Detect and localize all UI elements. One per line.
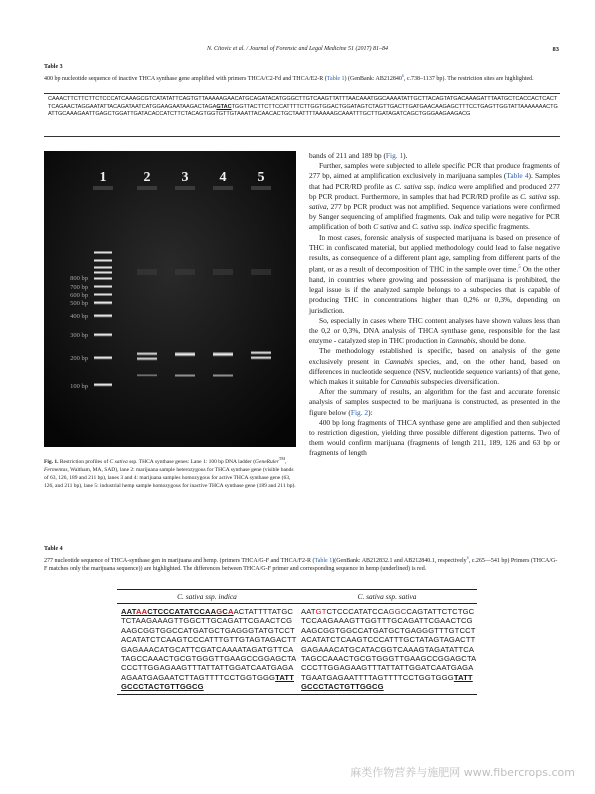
restriction-site: GTAC [216, 103, 232, 110]
table4-sequences [117, 589, 477, 695]
ref-6-link[interactable]: 6 [401, 72, 404, 78]
table3-sequence: CAAACTTCTTCTTCTCCCATCAAAGCGTCATATATTCAGTGTTAAAAAGAACATGCAGATACATGGGCTTGTCAAGTTATTTAACAAATGGCAAAATATTGCTTACAGTATGACAAAGATTTAATGCTCACCACTCACTTCAGAACTAGGAATATTACAGATAATCATGGAAGAATAAGACTAGAGTACTGGTTACTTCTTCCATTTTCTTGGTGGACTGGATAGTCTAGTTGACTTGATGAACAAGAGCTTTCCTGAGTTGGTATTAAAAAAACTGATTGCAAAGAATTGAGCTGGATTGATACACCATCTTCTACAGTGGTGTTGTAAATTACAACACTGCTAATTTTAAAAAGCAAATTTGCTTGATAGATCAGCTGGGAAGAAGACG [48, 96, 558, 118]
ref-6-link-2[interactable]: 6 [466, 554, 469, 560]
column-header-sativa: C. sativa ssp. sativa [297, 590, 477, 604]
paragraph-0: bands of 211 and 189 bp (Fig. 1). [309, 151, 408, 160]
lane-label-4: 4 [219, 170, 227, 185]
paragraph-3: So, especially in cases where THC content analyses have shown values less than the 0,2 or 0,3%, DNA analysis of THCA synthase gene, responsible for the last enzyme - catalyzed step in THC production in Cannabis, should be done. [309, 315, 560, 346]
ladder-label-700: 700 bp [70, 284, 88, 291]
lane-label-1: 1 [99, 170, 107, 185]
table3-bottom-rule [44, 136, 560, 137]
table1-link[interactable]: Table 1 [326, 75, 345, 82]
figure1-caption: Fig. 1. Restriction profiles of C sativa ssp. THCA synthase genes: Lane 1: 100 bp DNA ladder (GeneRuler™, Fermentas, Waltham, MA, SAD), lane 2: marijuana sample heterozygous for THCA synthase gene (visible bands of 63, 126, 189 and 211 bp), lanes 3 and 4: marijuana samples homozygous for active THCA synthase gene (63, 126, and 211 bp), lane 5: industrial hemp sample homozygous for inactive THCA synthase gene (189 and 211 bp). [44, 456, 296, 490]
lane-label-3: 3 [181, 170, 189, 185]
body-text-right-column [309, 151, 560, 459]
table3-label: Table 3 [44, 64, 63, 70]
paragraph-1: Further, samples were subjected to allele specific PCR that produce fragments of 277 bp, aimed at amplification exclusively in marijuana samples (Table 4). Samples that had PCR/RD profile as C. sativa ssp. indica were amplified and produced 277 bp PCR product. Furthermore, in samples that had PCR/RD profile as C. sativa ssp. sativa, 277 bp PCR product was not amplified. Sequence variations were confirmed by Sanger sequencing of amplified fragments. Oak and tulip were negative for PCR amplification of both C sativa and C. sativa ssp. indica specific fragments. [309, 161, 561, 232]
ladder-label-400: 400 bp [70, 313, 88, 320]
ladder-label-100: 100 bp [70, 383, 88, 390]
fig1-link[interactable]: Fig. 1 [385, 151, 404, 160]
table4-caption: Table 4 277 nucleotide sequence of THCA-synthase gen in marijuana and hemp. (primers THCA/G-F and THCA/F2-R (Table 1)(GenBank: AB212832.1 and AB212840.1, respectively$^6$, c.265—541 bp) Primers (THCA/G-F matches only the marijuana sequence)) are highlighted. The differences between THCA/G-F primer and corresponding sequence in hemp (underlined) is red. [44, 546, 558, 572]
indica-reverse-primer: TATTGCCCTACTGTTGGCG [121, 672, 294, 692]
indica-sequence: AATAACTCCCATATCCAAGCAACTATTTTATGCTCTAAGAAAGTTGGCTTGCAGATTCGAACTCGAAGCGGTGGCCATGATGCTGAGGGTATGTCCTACATATCTCAAGTCCCATTTGTTGTAGTAGACTTGAGAAACATGCATTCGATCAAAATAGATGTTCATAGCCAAACTGCGTGGGTTGAAGCCGGAGCTACCCTTGGAGAAGTTTATTATTGGATCAATGAGAAGAATGAGAATCTTAGTTTTCCTGGTGGGTATTGCCCTACTGTTGGCG [117, 604, 297, 695]
gel-electrophoresis-image [44, 151, 296, 447]
paragraph-6: 400 bp long fragments of THCA synthase gene are amplified and then subjected to restriction digestion, yielding three possible different digestion patterns. Two of them would confirm marijuana (fragments of length 211, 189, 126 and 63 bp or fragments of length [309, 417, 560, 458]
ref-5-link[interactable]: 5 [518, 265, 521, 271]
gel-svg [44, 151, 296, 447]
ladder-label-800: 800 bp [70, 275, 88, 282]
figure1-label: Fig. 1. [44, 458, 59, 465]
watermark: 麻类作物营养与施肥网 www.fibercrops.com [350, 766, 575, 779]
lane-label-2: 2 [143, 170, 151, 185]
table1-link-2[interactable]: Table 1 [314, 557, 333, 564]
lane-label-5: 5 [257, 170, 265, 185]
sativa-sequence: AATGTCTCCCATATCCAGGCCAGTATTCTCTGCTCCAAGAAAGTTGGTTTGCAGATTCGAACTCGAAGCGGTGGCCATGATGCTGAGGGTTTGTCCTACATATCTCAAGTCCCATTTGCTATAGTAGACTTGAGAAACATGCATACGGTCAAAGTAGATATTCATAGCCAAACTGCGTGGGTTGAAGCCGGAGCTACCCTTGGAGAAGTTTATTATTGGATCAATGAGATGAATGAGAATTTTAGTTTTCCTGGTGGGTATTGCCCTACTGTTGGCG [297, 604, 477, 695]
table4-link[interactable]: Table 4 [506, 171, 529, 181]
ladder-label-600: 600 bp [70, 292, 88, 299]
paragraph-2: In most cases, forensic analysis of suspected marijuana is based on presence of THC in confiscated material, but applied methodology could lead to false negative results, as consequence of a different plant age, sampling from different parts of the plant, or as a result of decomposition of THC in the sample over time.$^5$ On the other hand, in countries where growing and possession of marijuana is prohibited, the legal issue is if the analyzed sample belongs to a subspecies that is capable of producing THC in concentrations higher than 0,2% or 0,3%, depending on jurisdiction. [309, 232, 560, 315]
ladder-label-500: 500 bp [70, 300, 88, 307]
table4-label: Table 4 [44, 546, 63, 552]
table3-caption: Table 3 400 bp nucleotide sequence of inactive THCA synthase gene amplified with primers THCA/C2-Fd and THCA/E2-R (Table 1) (GenBank: AB212840$^6$, c.738–1137 bp). The restriction sites are highlighted. [44, 64, 534, 82]
ladder-label-300: 300 bp [70, 332, 88, 339]
column-header-indica: C. sativa ssp. indica [117, 590, 297, 604]
sativa-reverse-primer: TATTGCCCTACTGTTGGCG [301, 672, 473, 692]
table3-top-rule [44, 93, 560, 94]
fig2-link[interactable]: Fig. 2 [350, 407, 369, 417]
paragraph-4: The methodology established is specific, based on analysis of the gene exclusively present in Cannabis species, and, on the other hand, based on differences in nucleotide sequence (NSV, nucleotide sequence variants) of that gene, which makes it suitable for Cannabis subspecies diversification. [309, 346, 561, 386]
running-header: N. Citovic et al. / Journal of Forensic and Legal Medicine 51 (2017) 81–84 [207, 46, 388, 52]
paragraph-5: After the summary of results, an algorithm for the fast and accurate forensic analysis of samples suspected to be marijuana is constructed, as presented in the figure below (Fig. 2): [309, 387, 560, 417]
page-number: 83 [552, 46, 559, 53]
ladder-label-200: 200 bp [70, 355, 88, 362]
